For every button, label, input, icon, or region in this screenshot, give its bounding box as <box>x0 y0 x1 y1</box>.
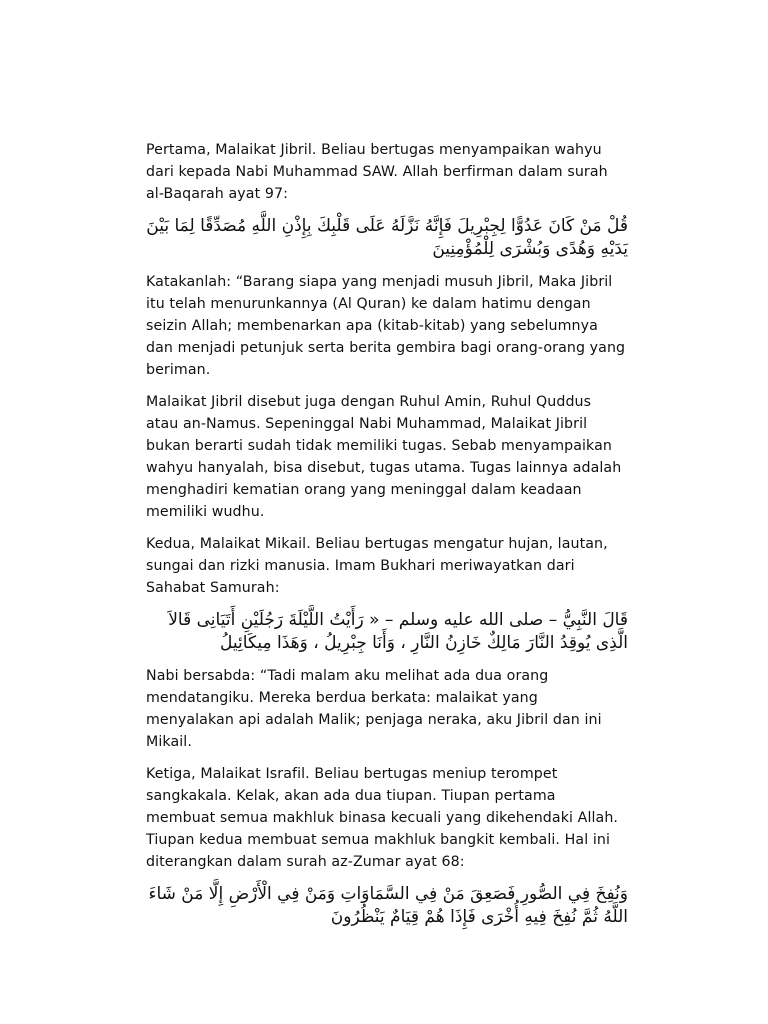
paragraph-verse-translation: Katakanlah: “Barang siapa yang menjadi musuh Jibril, Maka Jibril itu telah menurunkannya (Al Quran) ke dalam hatimu dengan seizin Allah; membenarkan apa (kitab-kitab) yang sebelumnya dan menjadi petunjuk serta berita gembira bagi orang-orang yang beriman. <box>146 274 626 378</box>
document-page <box>146 139 628 939</box>
paragraph-jibril-names: Malaikat Jibril disebut juga dengan Ruhul Amin, Ruhul Quddus atau an-Namus. Sepeninggal Nabi Muhammad, Malaikat Jibril bukan berarti sudah tidak memiliki tugas. Sebab menyampaikan wahyu hanyalah, bisa disebut, tugas utama. Tugas lainnya adalah menghadiri kematian orang yang meninggal dalam keadaan memiliki wudhu. <box>146 394 622 520</box>
paragraph-hadith-translation: Nabi bersabda: “Tadi malam aku melihat ada dua orang mendatangiku. Mereka berdua berkata: malaikat yang menyalakan api adalah Malik; penjaga neraka, aku Jibril dan ini Mikail. <box>146 668 602 750</box>
arabic-verse-al-baqarah-97: قُلْ مَنْ كَانَ عَدُوًّا لِجِبْرِيلَ فَإِنَّهُ نَزَّلَهُ عَلَى قَلْبِكَ بِإِذْنِ اللَّهِ مُصَدِّقًا لِمَا بَيْنَ يَدَيْهِ وَهُدًى وَبُشْرَى لِلْمُؤْمِنِينَ <box>146 216 628 259</box>
paragraph-mikail-intro: Kedua, Malaikat Mikail. Beliau bertugas mengatur hujan, lautan, sungai dan rizki manusia. Imam Bukhari meriwayatkan dari Sahabat Samurah: <box>146 536 608 596</box>
arabic-hadith-samurah: قَالَ النَّبِيُّ – صلى الله عليه وسلم – « رَأَيْتُ اللَّيْلَةَ رَجُلَيْنِ أَتَيَانِى قَالاَ الَّذِى يُوقِدُ النَّارَ مَالِكٌ خَازِنُ النَّارِ ، وَأَنَا جِبْرِيلُ ، وَهَذَا مِيكَائِيلُ <box>168 610 628 653</box>
paragraph-jibril-intro: Pertama, Malaikat Jibril. Beliau bertugas menyampaikan wahyu dari kepada Nabi Muhammad SAW. Allah berfirman dalam surah al-Baqarah ayat 97: <box>146 142 608 202</box>
arabic-verse-az-zumar-68: وَنُفِخَ فِي الصُّورِ فَصَعِقَ مَنْ فِي السَّمَاوَاتِ وَمَنْ فِي الْأَرْضِ إِلَّا مَنْ شَاءَ اللَّهُ ثُمَّ نُفِخَ فِيهِ أُخْرَى فَإِذَا هُمْ قِيَامٌ يَنْظُرُونَ <box>148 884 628 927</box>
paragraph-israfil-intro: Ketiga, Malaikat Israfil. Beliau bertugas meniup terompet sangkakala. Kelak, akan ada dua tiupan. Tiupan pertama membuat semua makhluk binasa kecuali yang dikehendaki Allah. Tiupan kedua membuat semua makhluk bangkit kembali. Hal ini diterangkan dalam surah az-Zumar ayat 68: <box>146 766 619 870</box>
